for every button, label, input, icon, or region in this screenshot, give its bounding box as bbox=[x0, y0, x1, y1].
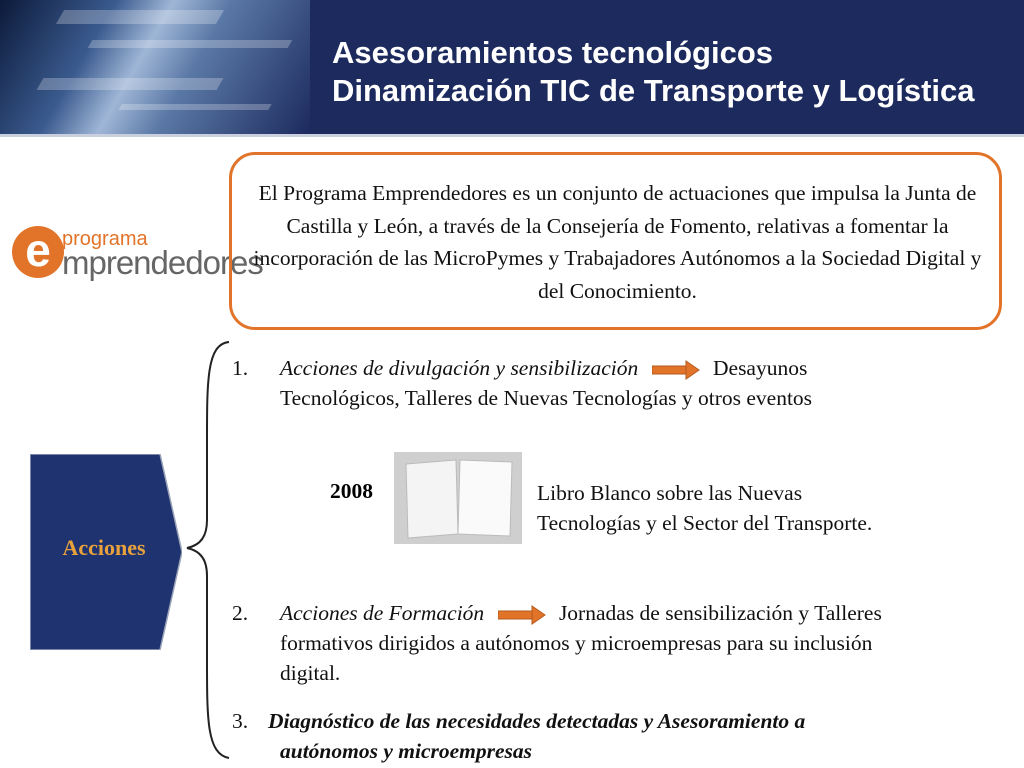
header-banner bbox=[0, 0, 1024, 134]
intro-text: El Programa Emprendedores es un conjunto de actuaciones que impulsa la Junta de Castilla y León, a través de la Consejería de Fomento, relativas a fomentar la incorporación de las MicroPymes y Trabajadores Autónomos a la Sociedad Digital y del Conocimiento. bbox=[253, 181, 982, 303]
item-number: 2. bbox=[232, 601, 249, 625]
item-title-line-2: autónomos y microempresas bbox=[280, 739, 533, 763]
list-item bbox=[232, 598, 1002, 688]
header-divider bbox=[0, 134, 1024, 137]
acciones-label: Acciones bbox=[62, 535, 146, 560]
item-number: 3. bbox=[232, 709, 249, 733]
item-desc-first: Desayunos bbox=[713, 356, 808, 380]
curly-brace bbox=[185, 340, 235, 760]
item-title-line-1: Diagnóstico de las necesidades detectadas y Asesoramiento a bbox=[268, 709, 806, 733]
item-desc-rest: Tecnológicos, Talleres de Nuevas Tecnologías y otros eventos bbox=[280, 386, 813, 410]
arrow-right-icon bbox=[498, 605, 546, 625]
libro-line-1: Libro Blanco sobre las Nuevas bbox=[537, 481, 803, 505]
open-book-icon bbox=[394, 452, 522, 544]
item-title: Acciones de divulgación y sensibilización bbox=[280, 356, 639, 380]
list-item bbox=[232, 706, 1002, 766]
item-desc-line-3: digital. bbox=[280, 661, 341, 685]
title-line-1: Asesoramientos tecnológicos bbox=[332, 35, 774, 70]
libro-blanco-text bbox=[537, 478, 872, 538]
libro-line-2: Tecnologías y el Sector del Transporte. bbox=[537, 511, 873, 535]
item-title: Acciones de Formación bbox=[280, 601, 485, 625]
header-photo bbox=[0, 0, 310, 134]
book-image bbox=[394, 452, 522, 544]
title-line-2: Dinamización TIC de Transporte y Logística bbox=[332, 73, 975, 108]
page-title bbox=[332, 34, 975, 110]
item-desc-first: Jornadas de sensibilización y Talleres bbox=[558, 601, 882, 625]
arrow-right-icon bbox=[652, 360, 700, 380]
item-number: 1. bbox=[232, 356, 249, 380]
logo-e-mark: e bbox=[12, 226, 64, 278]
item-desc-line-2: formativos dirigidos a autónomos y microempresas para su inclusión bbox=[280, 631, 873, 655]
logo-small-text: programa bbox=[62, 228, 148, 250]
programa-emprendedores-logo bbox=[10, 224, 263, 286]
year-label: 2008 bbox=[330, 479, 373, 503]
list-item bbox=[232, 353, 992, 413]
logo-big-text: mprendedores bbox=[62, 244, 263, 281]
